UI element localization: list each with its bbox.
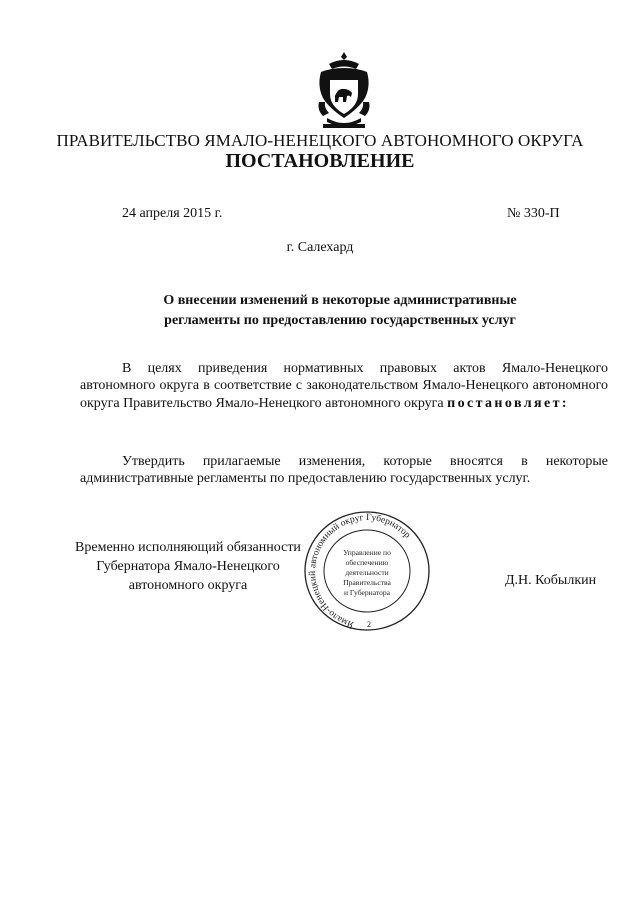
- stamp-line-3: деятельности: [345, 568, 389, 577]
- body-paragraph-1: [80, 360, 608, 412]
- svg-text:Ямало-Ненецкий автономный окру: Ямало-Ненецкий автономный округ Губернатор: [308, 512, 412, 630]
- subject-line-1: О внесении изменений в некоторые административные: [163, 293, 517, 308]
- signer-name: Д.Н. Кобылкин: [505, 573, 597, 588]
- coat-of-arms-icon: [315, 50, 373, 130]
- document-type: ПОСТАНОВЛЕНИЕ: [225, 150, 415, 172]
- official-stamp: [297, 506, 437, 636]
- signer-title-line-3: автономного округа: [128, 578, 248, 593]
- document-date: 24 апреля 2015 г.: [122, 206, 223, 221]
- document-city: г. Салехард: [286, 240, 354, 255]
- stamp-line-5: и Губернатора: [343, 588, 391, 597]
- resolution-keyword: постановляет:: [447, 395, 569, 411]
- stamp-line-1: Управление по: [343, 548, 391, 557]
- body-paragraph-2: Утвердить прилагаемые изменения, которые вносятся в некоторые административные регламенты по предоставлению государственных услуг.: [80, 454, 608, 487]
- signer-title-line-2: Губернатора Ямало-Ненецкого: [96, 559, 280, 574]
- subject-line-2: регламенты по предоставлению государственных услуг: [164, 313, 516, 328]
- signer-title-line-1: Временно исполняющий обязанности: [75, 540, 301, 555]
- paragraph-1-text: В целях приведения нормативных правовых актов Ямало-Ненецкого автономного округа в соответствие с законодательством Ямало-Ненецкого автономного округа Правительство Ямало-Ненецкого автономного округа: [80, 361, 608, 411]
- signer-title: [70, 538, 306, 595]
- stamp-line-2: обеспечению: [345, 558, 389, 567]
- stamp-bottom-text: 2: [367, 620, 371, 629]
- document-number: № 330-П: [507, 206, 560, 221]
- government-title: ПРАВИТЕЛЬСТВО ЯМАЛО-НЕНЕЦКОГО АВТОНОМНОГО ОКРУГА: [56, 131, 584, 150]
- stamp-line-4: Правительства: [343, 578, 391, 587]
- document-subject: [80, 291, 600, 331]
